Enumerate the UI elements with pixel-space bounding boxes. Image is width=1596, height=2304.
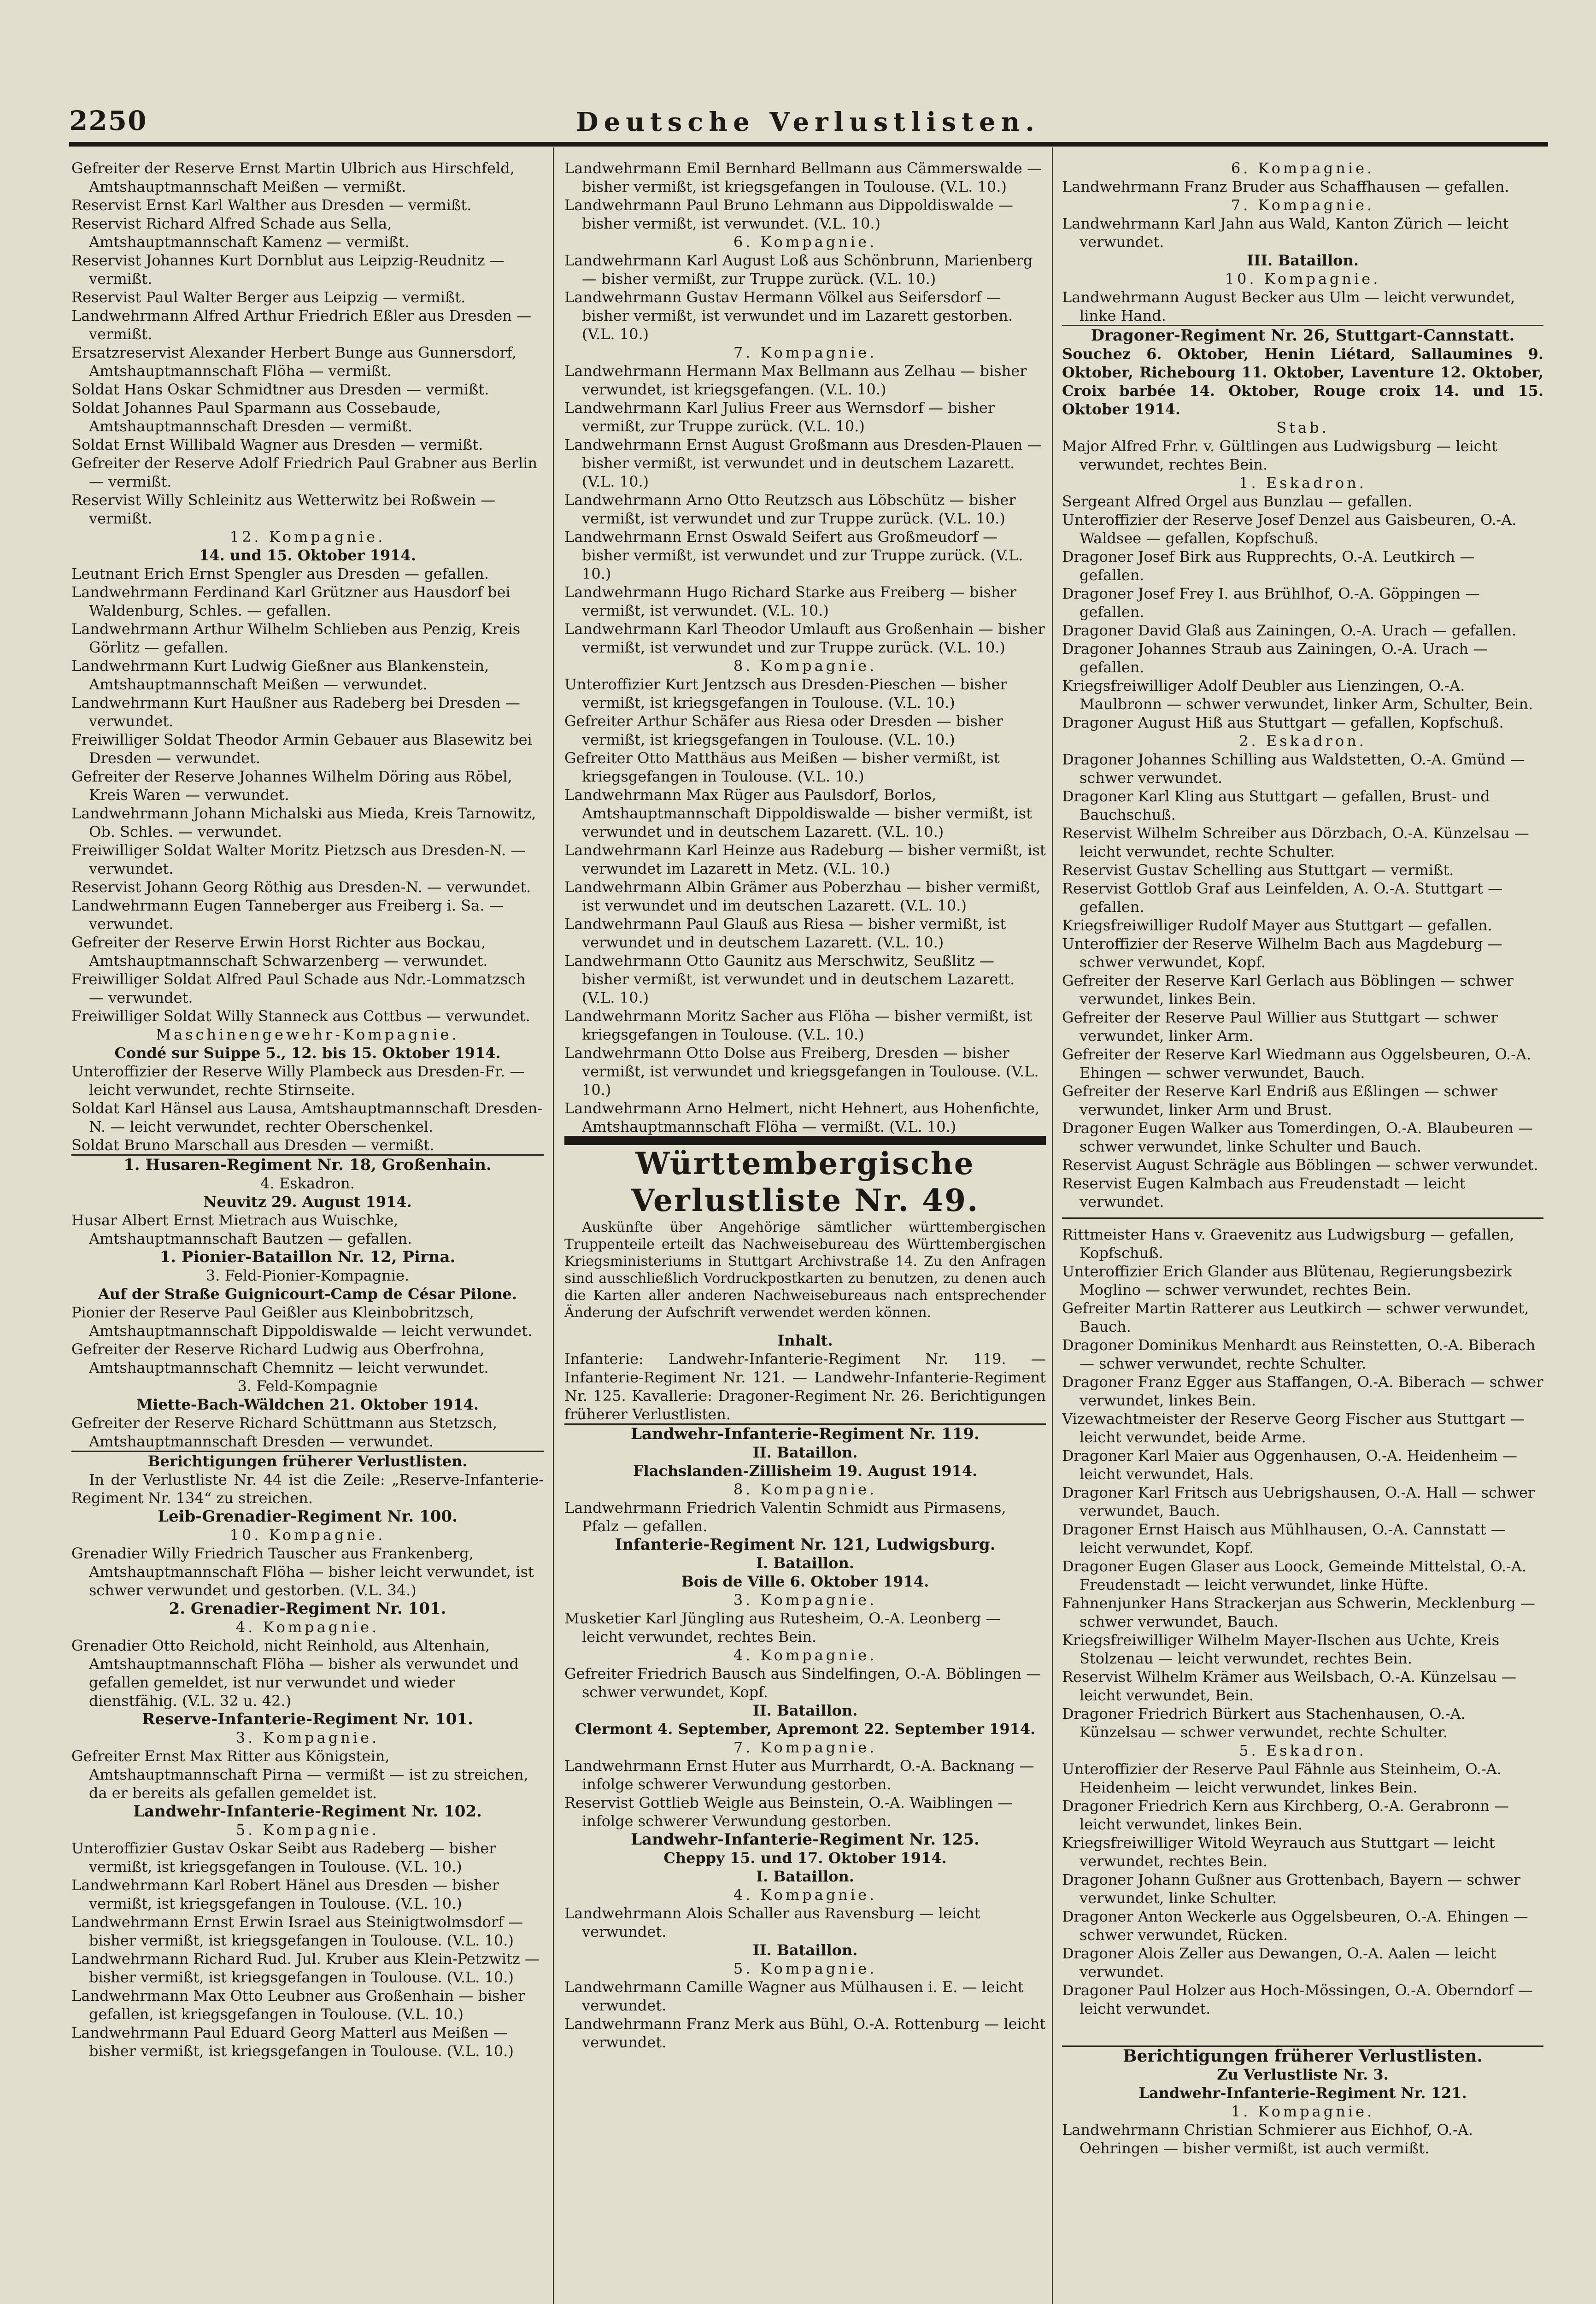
list-entry: Reservist Johann Georg Röthig aus Dresden-N. — verwundet. (71, 878, 531, 896)
list-entry: Gefreiter Arthur Schäfer aus Riesa oder Dresden — bisher vermißt, ist kriegsgefangen in Toulouse. (V.L. 10.) (564, 712, 1003, 748)
header-rule (69, 142, 1548, 147)
list-entry: Dragoner Anton Weckerle aus Oggelsbeuren, O.-A. Ehingen — schwer verwundet, Rücken. (1062, 1908, 1528, 1944)
list-entry: Dragoner August Hiß aus Stuttgart — gefallen, Kopfschuß. (1062, 714, 1504, 731)
list-entry: Fahnenjunker Hans Strackerjan aus Schwerin, Mecklenburg — schwer verwundet, Bauch. (1062, 1594, 1535, 1630)
list-entry: Landwehrmann Karl Julius Freer aus Wernsdorf — bisher vermißt, zur Truppe zurück. (V.L. 10.) (564, 399, 995, 435)
list-entry: Reservist Willy Schleinitz aus Wetterwitz bei Roßwein — vermißt. (71, 491, 496, 527)
list-entry: Landwehrmann Franz Bruder aus Schaffhausen — gefallen. (1062, 178, 1509, 195)
list-entry: Reservist Paul Walter Berger aus Leipzig — vermißt. (71, 288, 466, 306)
list-entry: Landwehrmann Ernst Huter aus Murrhardt, O.-A. Backnang — infolge schwerer Verwundung gestorben. (564, 1757, 1034, 1793)
list-entry: Unteroffizier der Reserve Willy Plambeck aus Dresden-Fr. — leicht verwundet, rechte Stirnseite. (71, 1063, 525, 1099)
list-entry: Landwehrmann Richard Rud. Jul. Kruber aus Klein-Petzwitz — bisher vermißt, ist kriegsgefangen in Toulouse. (V.L. 10.) (71, 1950, 540, 1986)
list-entry: Landwehrmann Christian Schmierer aus Eichhof, O.-A. Oehringen — bisher vermißt, ist auch vermißt. (1062, 2121, 1473, 2157)
squadron-heading: 4. Eskadron. (260, 1175, 355, 1192)
company-heading: 1. Kompagnie. (1231, 2103, 1375, 2120)
company-heading: 3. Kompagnie. (733, 1591, 877, 1609)
company-heading: 7. Kompagnie. (1231, 196, 1375, 214)
regiment-heading: Landwehr-Infanterie-Regiment Nr. 119. (631, 1425, 980, 1443)
list-entry: Dragoner Franz Egger aus Staffangen, O.-A. Biberach — schwer verwundet, linkes Bein. (1062, 1373, 1543, 1409)
list-entry: Ersatzreservist Alexander Herbert Bunge aus Gunnersdorf, Amtshauptmannschaft Flöha — vermißt. (71, 344, 516, 380)
list-entry: Landwehrmann Kurt Haußner aus Radeberg bei Dresden — verwundet. (71, 694, 520, 730)
list-entry: Soldat Bruno Marschall aus Dresden — vermißt. (71, 1136, 434, 1154)
company-heading: 8. Kompagnie. (733, 657, 877, 675)
list-entry: Dragoner Alois Zeller aus Dewangen, O.-A. Aalen — leicht verwundet. (1062, 1945, 1496, 1981)
company-heading: 3. Feld-Kompagnie (237, 1377, 378, 1395)
company-heading: 4. Kompagnie. (733, 1886, 877, 1904)
list-entry: Musketier Karl Jüngling aus Rutesheim, O.-A. Leonberg — leicht verwundet, rechtes Bein. (564, 1610, 1001, 1646)
list-entry: Reservist Wilhelm Krämer aus Weilsbach, O.-A. Künzelsau — leicht verwundet, Bein. (1062, 1668, 1516, 1704)
list-entry: Landwehrmann August Becker aus Ulm — leicht verwundet, linke Hand. (1062, 288, 1515, 324)
list-entry: Landwehrmann Ernst Erwin Israel aus Steinigtwolmsdorf — bisher vermißt, ist kriegsgefangen in Toulouse. (V.L. 10.) (71, 1913, 523, 1949)
list-entry: Landwehrmann Karl Heinze aus Radeburg — bisher vermißt, ist verwundet im Lazarett in Metz. (V.L. 10.) (564, 841, 1046, 877)
battalion-heading: II. Bataillon. (752, 1702, 858, 1719)
intro-paragraph: Auskünfte über Angehörige sämtlicher württembergischen Truppenteile erteilt das Nachweisebureau des Württembergischen Kriegsministeriums in Stuttgart Archivstraße 14. Zu den Anfragen sind ausschließlich Vordruckpostkarten zu benutzen, zu denen auch die Karten aller anderen Nachweisebureaus nach entsprechender Änderung der Aufschrift verwendet werden können. (564, 1219, 1046, 1321)
list-entry: Unteroffizier Gustav Oskar Seibt aus Radeberg — bisher vermißt, ist kriegsgefangen in Toulouse. (V.L. 10.) (71, 1840, 496, 1875)
list-entry: Landwehrmann Max Rüger aus Paulsdorf, Borlos, Amtshauptmannschaft Dippoldiswalde — bisher vermißt, ist verwundet und in deutschem Lazarett. (V.L. 10.) (564, 786, 1033, 840)
squadron-heading: 5. Eskadron. (1239, 1742, 1367, 1759)
corrections-title: Berichtigungen früherer Verlustlisten. (1123, 2046, 1483, 2066)
company-heading: 10. Kompagnie. (229, 1526, 386, 1544)
list-entry: Reservist August Schrägle aus Böblingen — schwer verwundet. (1062, 1156, 1538, 1174)
list-entry: Soldat Johannes Paul Sparmann aus Cossebaude, Amtshauptmannschaft Dresden — vermißt. (71, 399, 441, 435)
list-entry: Landwehrmann Emil Bernhard Bellmann aus Cämmerswalde — bisher vermißt, ist kriegsgefangen in Toulouse. (V.L. 10.) (564, 159, 1042, 195)
date-line: Neuvitz 29. August 1914. (203, 1193, 412, 1211)
company-heading: 3. Kompagnie. (235, 1729, 380, 1746)
list-entry: Landwehrmann Ferdinand Karl Grützner aus Hausdorf bei Waldenburg, Schles. — gefallen. (71, 583, 510, 619)
list-entry: Gefreiter der Reserve Paul Willier aus Stuttgart — schwer verwundet, linker Arm. (1062, 1009, 1498, 1045)
column-1 (71, 159, 544, 2060)
battalion-heading: III. Bataillon. (1247, 252, 1359, 269)
list-entry: Dragoner Eugen Glaser aus Loock, Gemeinde Mittelstal, O.-A. Freudenstadt — leicht verwundet, linke Hüfte. (1062, 1558, 1527, 1593)
company-heading: 5. Kompagnie. (733, 1960, 877, 1977)
list-entry: Gefreiter der Reserve Ernst Martin Ulbrich aus Hirschfeld, Amtshauptmannschaft Meißen — vermißt. (71, 159, 515, 195)
list-entry: Reservist Wilhelm Schreiber aus Dörzbach, O.-A. Künzelsau — leicht verwundet, rechte Schulter. (1062, 824, 1529, 860)
list-entry: Landwehrmann Ernst Oswald Seifert aus Großmeudorf — bisher vermißt, ist verwundet und zur Truppe zurück. (V.L. 10.) (564, 528, 1023, 582)
heavy-divider (564, 1136, 1046, 1145)
date-line: Souchez 6. Oktober, Henin Liétard, Sallaumines 9. Oktober, Richebourg 11. Oktober, Laventure 12. Oktober, Croix barbée 14. Oktober, Rouge croix 14. und 15. Oktober 1914. (1062, 345, 1543, 418)
list-entry: Gefreiter Ernst Max Ritter aus Königstein, Amtshauptmannschaft Pirna — vermißt — ist zu streichen, da er bereits als gefallen gemeldet ist. (71, 1747, 528, 1802)
list-entry: Landwehrmann Hugo Richard Starke aus Freiberg — bisher vermißt, ist verwundet. (V.L. 10.) (564, 583, 1016, 619)
list-entry: Freiwilliger Soldat Theodor Armin Gebauer aus Blasewitz bei Dresden — verwundet. (71, 731, 532, 767)
list-entry: Grenadier Otto Reichold, nicht Reinhold, aus Altenhain, Amtshauptmannschaft Flöha — bisher als verwundet und gefallen gemeldet, ist nur verwundet und wieder dienstfähig. (V.L. 32 u. 42.) (71, 1637, 519, 1710)
list-entry: Landwehrmann Karl Jahn aus Wald, Kanton Zürich — leicht verwundet. (1062, 215, 1509, 251)
list-entry: Kriegsfreiwilliger Rudolf Mayer aus Stuttgart — gefallen. (1062, 917, 1492, 934)
list-entry: Dragoner Friedrich Kern aus Kirchberg, O.-A. Gerabronn — leicht verwundet, linkes Bein. (1062, 1797, 1509, 1833)
list-entry: Pionier der Reserve Paul Geißler aus Kleinbobritzsch, Amtshauptmannschaft Dippoldiswalde — leicht verwundet. (71, 1304, 533, 1340)
list-entry: Gefreiter Friedrich Bausch aus Sindelfingen, O.-A. Böblingen — schwer verwundet, Kopf. (564, 1665, 1041, 1701)
list-entry: Vizewachtmeister der Reserve Georg Fischer aus Stuttgart — leicht verwundet, beide Arme. (1062, 1410, 1525, 1446)
page-number: 2250 (69, 105, 147, 136)
regiment-heading: Dragoner-Regiment Nr. 26, Stuttgart-Cannstatt. (1091, 326, 1515, 345)
list-entry: Soldat Karl Hänsel aus Lausa, Amtshauptmannschaft Dresden-N. — leicht verwundet, rechter Oberschenkel. (71, 1099, 543, 1135)
list-entry: Reservist Richard Alfred Schade aus Sella, Amtshauptmannschaft Kamenz — vermißt. (71, 215, 410, 251)
list-entry: Reservist Gottlieb Weigle aus Beinstein, O.-A. Waiblingen — infolge schwerer Verwundung gestorben. (564, 1794, 1013, 1830)
battalion-heading: II. Bataillon. (752, 1941, 858, 1959)
list-entry: Dragoner Ernst Haisch aus Mühlhausen, O.-A. Cannstatt — leicht verwundet, Kopf. (1062, 1521, 1506, 1557)
regiment-heading: 1. Pionier-Bataillon Nr. 12, Pirna. (159, 1248, 456, 1266)
list-entry: Unteroffizier der Reserve Paul Fähnle aus Steinheim, O.-A. Heidenheim — leicht verwundet, linkes Bein. (1062, 1760, 1502, 1796)
column-rule-left (553, 147, 554, 2304)
date-line: Miette-Bach-Wäldchen 21. Oktober 1914. (136, 1396, 479, 1413)
list-entry: Landwehrmann Kurt Ludwig Gießner aus Blankenstein, Amtshauptmannschaft Meißen — verwundet. (71, 657, 489, 693)
company-heading: 10. Kompagnie. (1225, 270, 1381, 288)
battalion-heading: II. Bataillon. (752, 1444, 858, 1461)
date-line: Clermont 4. September, Apremont 22. September 1914. (575, 1720, 1036, 1738)
list-entry: Reservist Ernst Karl Walther aus Dresden — vermißt. (71, 196, 472, 214)
list-entry: Dragoner Karl Fritsch aus Uebrigshausen, O.-A. Hall — schwer verwundet, Bauch. (1062, 1484, 1535, 1520)
list-entry: Landwehrmann Arno Otto Reutzsch aus Löbschütz — bisher vermißt, ist verwundet und zur Truppe zurück. (V.L. 10.) (564, 491, 1016, 527)
list-entry: Landwehrmann Eugen Tanneberger aus Freiberg i. Sa. — verwundet. (71, 897, 504, 933)
list-entry: Dragoner Johannes Schilling aus Waldstetten, O.-A. Gmünd — schwer verwundet. (1062, 751, 1525, 787)
regiment-heading: 1. Husaren-Regiment Nr. 18, Großenhain. (123, 1156, 492, 1174)
section-divider (1062, 1217, 1543, 1219)
company-heading: 3. Feld-Pionier-Kompagnie. (205, 1267, 410, 1284)
regiment-heading: Landwehr-Infanterie-Regiment Nr. 121. (1138, 2084, 1467, 2102)
list-entry: Landwehrmann Albin Grämer aus Poberzhau — bisher vermißt, ist verwundet und im deutschen Lazarett. (V.L. 10.) (564, 878, 1041, 914)
list-entry: Gefreiter der Reserve Karl Endriß aus Eßlingen — schwer verwundet, linker Arm und Brust. (1062, 1082, 1498, 1118)
list-entry: Landwehrmann Gustav Hermann Völkel aus Seifersdorf — bisher vermißt, ist verwundet und im Lazarett gestorben. (V.L. 10.) (564, 288, 1013, 343)
list-entry: Gefreiter der Reserve Karl Gerlach aus Böblingen — schwer verwundet, linkes Bein. (1062, 972, 1514, 1008)
corrections-subtitle: Zu Verlustliste Nr. 3. (1217, 2066, 1389, 2083)
date-line: Cheppy 15. und 17. Oktober 1914. (663, 1849, 947, 1867)
list-entry: Freiwilliger Soldat Willy Stanneck aus Cottbus — verwundet. (71, 1007, 530, 1025)
corrections-title: Berichtigungen früherer Verlustlisten. (147, 1452, 468, 1470)
list-entry: Dragoner Karl Kling aus Stuttgart — gefallen, Brust- und Bauchschuß. (1062, 788, 1490, 823)
date-line: Flachslanden-Zillisheim 19. August 1914. (633, 1462, 978, 1480)
list-entry: Gefreiter der Reserve Karl Wiedmann aus Oggelsbeuren, O.-A. Ehingen — schwer verwundet, Bauch. (1062, 1046, 1531, 1081)
list-entry: Dragoner Paul Holzer aus Hoch-Mössingen, O.-A. Oberndorf — leicht verwundet. (1062, 1981, 1533, 2017)
column-rule-right (1052, 147, 1053, 2304)
list-entry: Landwehrmann Otto Dolse aus Freiberg, Dresden — bisher vermißt, ist verwundet und kriegsgefangen in Toulouse. (V.L. 10.) (564, 1044, 1039, 1099)
regiment-heading: Landwehr-Infanterie-Regiment Nr. 102. (133, 1802, 482, 1821)
running-title: Deutsche Verlustlisten. (576, 107, 1040, 137)
list-entry: Dragoner Eugen Walker aus Tomerdingen, O.-A. Blaubeuren — schwer verwundet, linke Schulter und Bauch. (1062, 1119, 1533, 1155)
list-entry: Landwehrmann Johann Michalski aus Mieda, Kreis Tarnowitz, Ob. Schles. — verwundet. (71, 805, 536, 840)
list-entry: Landwehrmann Karl Robert Hänel aus Dresden — bisher vermißt, ist kriegsgefangen in Toulouse. (V.L. 10.) (71, 1876, 499, 1912)
list-entry: Dragoner Johannes Straub aus Zainingen, O.-A. Urach — gefallen. (1062, 640, 1488, 676)
list-entry: Gefreiter der Reserve Adolf Friedrich Paul Grabner aus Berlin — vermißt. (71, 454, 538, 490)
list-entry: Dragoner Josef Birk aus Rupprechts, O.-A. Leutkirch — gefallen. (1062, 548, 1475, 584)
company-heading: 7. Kompagnie. (733, 1739, 877, 1756)
company-heading: 6. Kompagnie. (1231, 159, 1375, 177)
squadron-heading: 2. Eskadron. (1239, 732, 1367, 750)
list-entry: Landwehrmann Paul Bruno Lehmann aus Dippoldiswalde — bisher vermißt, ist verwundet. (V.L. 10.) (564, 196, 1013, 232)
place-line: Auf der Straße Guignicourt-Camp de César Pilone. (98, 1285, 517, 1303)
list-entry: Soldat Hans Oskar Schmidtner aus Dresden — vermißt. (71, 381, 489, 398)
list-entry: Husar Albert Ernst Mietrach aus Wuischke, Amtshauptmannschaft Bautzen — gefallen. (71, 1211, 412, 1247)
list-entry: Grenadier Willy Friedrich Tauscher aus Frankenberg, Amtshauptmannschaft Flöha — bisher leicht verwundet, ist schwer verwundet und gestorben. (V.L. 34.) (71, 1545, 534, 1599)
regiment-heading: Leib-Grenadier-Regiment Nr. 100. (158, 1507, 458, 1526)
regiment-heading: Landwehr-Infanterie-Regiment Nr. 125. (631, 1830, 980, 1849)
list-entry: Dragoner Friedrich Bürkert aus Stachenhausen, O.-A. Künzelsau — schwer verwundet, rechte Schulter. (1062, 1705, 1466, 1741)
contents-title: Inhalt. (777, 1332, 833, 1349)
list-entry: Landwehrmann Karl August Loß aus Schönbrunn, Marienberg — bisher vermißt, zur Truppe zurück. (V.L. 10.) (564, 252, 1033, 288)
list-entry: Landwehrmann Camille Wagner aus Mülhausen i. E. — leicht verwundet. (564, 1978, 1024, 2014)
list-entry: Major Alfred Frhr. v. Gültlingen aus Ludwigsburg — leicht verwundet, rechtes Bein. (1062, 437, 1498, 473)
list-entry: Dragoner David Glaß aus Zainingen, O.-A. Urach — gefallen. (1062, 622, 1517, 639)
list-entry: Gefreiter der Reserve Richard Schüttmann aus Stetzsch, Amtshauptmannschaft Dresden — verwundet. (71, 1414, 498, 1450)
list-entry: Landwehrmann Ernst August Großmann aus Dresden-Plauen — bisher vermißt, ist verwundet und in deutschem Lazarett. (V.L. 10.) (564, 436, 1042, 490)
company-heading: 8. Kompagnie. (733, 1481, 877, 1498)
list-entry: Rittmeister Hans v. Graevenitz aus Ludwigsburg — gefallen, Kopfschuß. (1062, 1226, 1514, 1262)
list-entry: Reservist Johannes Kurt Dornblut aus Leipzig-Reudnitz — vermißt. (71, 252, 505, 288)
page-header (69, 105, 1557, 137)
regiment-heading: Reserve-Infanterie-Regiment Nr. 101. (142, 1710, 473, 1728)
battalion-heading: I. Bataillon. (756, 1554, 854, 1572)
list-entry: Dragoner Karl Maier aus Oggenhausen, O.-A. Heidenheim — leicht verwundet, Hals. (1062, 1447, 1517, 1483)
list-entry: Landwehrmann Moritz Sacher aus Flöha — bisher vermißt, ist kriegsgefangen in Toulouse. (V.L. 10.) (564, 1007, 1033, 1043)
list-entry: Kriegsfreiwilliger Adolf Deubler aus Lienzingen, O.-A. Maulbronn — schwer verwundet, linker Arm, Schulter, Bein. (1062, 677, 1533, 713)
list-entry: Reservist Gustav Schelling aus Stuttgart — vermißt. (1062, 861, 1454, 879)
list-entry: Landwehrmann Alois Schaller aus Ravensburg — leicht verwundet. (564, 1904, 980, 1940)
list-entry: Freiwilliger Soldat Alfred Paul Schade aus Ndr.-Lommatzsch — verwundet. (71, 970, 526, 1006)
list-entry: Landwehrmann Paul Glauß aus Riesa — bisher vermißt, ist verwundet und in deutschem Lazarett. (V.L. 10.) (564, 915, 1006, 951)
list-entry: Landwehrmann Karl Theodor Umlauft aus Großenhain — bisher vermißt, ist verwundet und zur Truppe zurück. (V.L. 10.) (564, 620, 1045, 656)
list-entry: Reservist Gottlob Graf aus Leinfelden, A. O.-A. Stuttgart — gefallen. (1062, 880, 1503, 916)
company-heading: 6. Kompagnie. (733, 233, 877, 251)
date-line: 14. und 15. Oktober 1914. (199, 547, 416, 564)
battalion-heading: I. Bataillon. (756, 1868, 854, 1885)
list-entry: Reservist Eugen Kalmbach aus Freudenstadt — leicht verwundet. (1062, 1175, 1466, 1211)
list-entry: Landwehrmann Otto Gaunitz aus Merschwitz, Seußlitz — bisher vermißt, ist verwundet und in deutschem Lazarett. (V.L. 10.) (564, 952, 1015, 1006)
corrections-text: In der Verlustliste Nr. 44 ist die Zeile: „Reserve-Infanterie-Regiment Nr. 134“ zu streichen. (71, 1471, 544, 1507)
list-entry: Dragoner Dominikus Menhardt aus Reinstetten, O.-A. Biberach — schwer verwundet, rechte Schulter. (1062, 1336, 1536, 1372)
list-entry: Gefreiter der Reserve Johannes Wilhelm Döring aus Röbel, Kreis Waren — verwundet. (71, 768, 512, 804)
column-3 (1062, 159, 1543, 2157)
company-heading: 4. Kompagnie. (733, 1646, 877, 1664)
list-entry: Soldat Ernst Willibald Wagner aus Dresden — vermißt. (71, 436, 483, 453)
company-heading: 12. Kompagnie. (229, 528, 386, 546)
list-entry: Gefreiter der Reserve Erwin Horst Richter aus Bockau, Amtshauptmannschaft Schwarzenberg — verwundet. (71, 934, 488, 970)
regiment-heading: Infanterie-Regiment Nr. 121, Ludwigsburg. (615, 1535, 996, 1554)
list-entry: Unteroffizier der Reserve Josef Denzel aus Gaisbeuren, O.-A. Waldsee — gefallen, Kopfschuß. (1062, 511, 1517, 547)
company-heading: 4. Kompagnie. (235, 1618, 380, 1636)
list-entry: Unteroffizier Erich Glander aus Blütenau, Regierungsbezirk Moglino — schwer verwundet, rechtes Bein. (1062, 1263, 1512, 1299)
company-heading: 7. Kompagnie. (733, 344, 877, 361)
list-entry: Leutnant Erich Ernst Spengler aus Dresden — gefallen. (71, 565, 489, 582)
list-entry: Landwehrmann Alfred Arthur Friedrich Eßler aus Dresden — vermißt. (71, 307, 532, 343)
staff-heading: Stab. (1276, 419, 1329, 436)
list-entry: Unteroffizier Kurt Jentzsch aus Dresden-Pieschen — bisher vermißt, ist kriegsgefangen in Toulouse. (V.L. 10.) (564, 676, 1007, 711)
date-line: Condé sur Suippe 5., 12. bis 15. Oktober 1914. (114, 1044, 501, 1062)
regiment-heading: 2. Grenadier-Regiment Nr. 101. (169, 1599, 446, 1618)
list-entry: Gefreiter Otto Matthäus aus Meißen — bisher vermißt, ist kriegsgefangen in Toulouse. (V.L. 10.) (564, 749, 1000, 785)
list-entry: Landwehrmann Hermann Max Bellmann aus Zelhau — bisher verwundet, ist kriegsgefangen. (V.L. 10.) (564, 362, 1027, 398)
list-entry: Freiwilliger Soldat Walter Moritz Pietzsch aus Dresden-N. — verwundet. (71, 841, 526, 877)
list-entry: Dragoner Johann Gußner aus Grottenbach, Bayern — schwer verwundet, linke Schulter. (1062, 1871, 1521, 1907)
company-heading: 5. Kompagnie. (235, 1821, 380, 1839)
list-entry: Kriegsfreiwilliger Witold Weyrauch aus Stuttgart — leicht verwundet, rechtes Bein. (1062, 1834, 1495, 1870)
section-title: Württembergische Verlustliste Nr. 49. (631, 1146, 980, 1218)
list-entry: Kriegsfreiwilliger Wilhelm Mayer-Ilschen aus Uchte, Kreis Stolzenau — leicht verwundet, rechtes Bein. (1062, 1631, 1500, 1667)
company-heading: Maschinengewehr-Kompagnie. (156, 1026, 459, 1043)
column-2 (564, 159, 1046, 2051)
list-entry: Landwehrmann Franz Merk aus Bühl, O.-A. Rottenburg — leicht verwundet. (564, 2015, 1046, 2051)
list-entry: Gefreiter Martin Ratterer aus Leutkirch — schwer verwundet, Bauch. (1062, 1299, 1529, 1335)
list-entry: Sergeant Alfred Orgel aus Bunzlau — gefallen. (1062, 493, 1413, 510)
list-entry: Landwehrmann Max Otto Leubner aus Großenhain — bisher gefallen, ist kriegsgefangen in Toulouse. (V.L. 10.) (71, 1987, 525, 2023)
list-entry: Dragoner Josef Frey I. aus Brühlhof, O.-A. Göppingen — gefallen. (1062, 585, 1480, 621)
list-entry: Unteroffizier der Reserve Wilhelm Bach aus Magdeburg — schwer verwundet, Kopf. (1062, 935, 1502, 971)
list-entry: Gefreiter der Reserve Richard Ludwig aus Oberfrohna, Amtshauptmannschaft Chemnitz — leicht verwundet. (71, 1340, 489, 1376)
list-entry: Landwehrmann Friedrich Valentin Schmidt aus Pirmasens, Pfalz — gefallen. (564, 1499, 1006, 1535)
list-entry: Landwehrmann Arthur Wilhelm Schlieben aus Penzig, Kreis Görlitz — gefallen. (71, 620, 521, 656)
squadron-heading: 1. Eskadron. (1239, 474, 1367, 492)
date-line: Bois de Ville 6. Oktober 1914. (681, 1573, 929, 1590)
list-entry: Landwehrmann Paul Eduard Georg Matterl aus Meißen — bisher vermißt, ist kriegsgefangen in Toulouse. (V.L. 10.) (71, 2024, 514, 2060)
contents-text: Infanterie: Landwehr-Infanterie-Regiment Nr. 119. — Infanterie-Regiment Nr. 121. — Landwehr-Infanterie-Regiment Nr. 125. Kavallerie: Dragoner-Regiment Nr. 26. Berichtigungen früherer Verlustlisten. (564, 1350, 1046, 1423)
list-entry: Landwehrmann Arno Helmert, nicht Hehnert, aus Hohenfichte, Amtshauptmannschaft Flöha — vermißt. (V.L. 10.) (564, 1099, 1040, 1135)
